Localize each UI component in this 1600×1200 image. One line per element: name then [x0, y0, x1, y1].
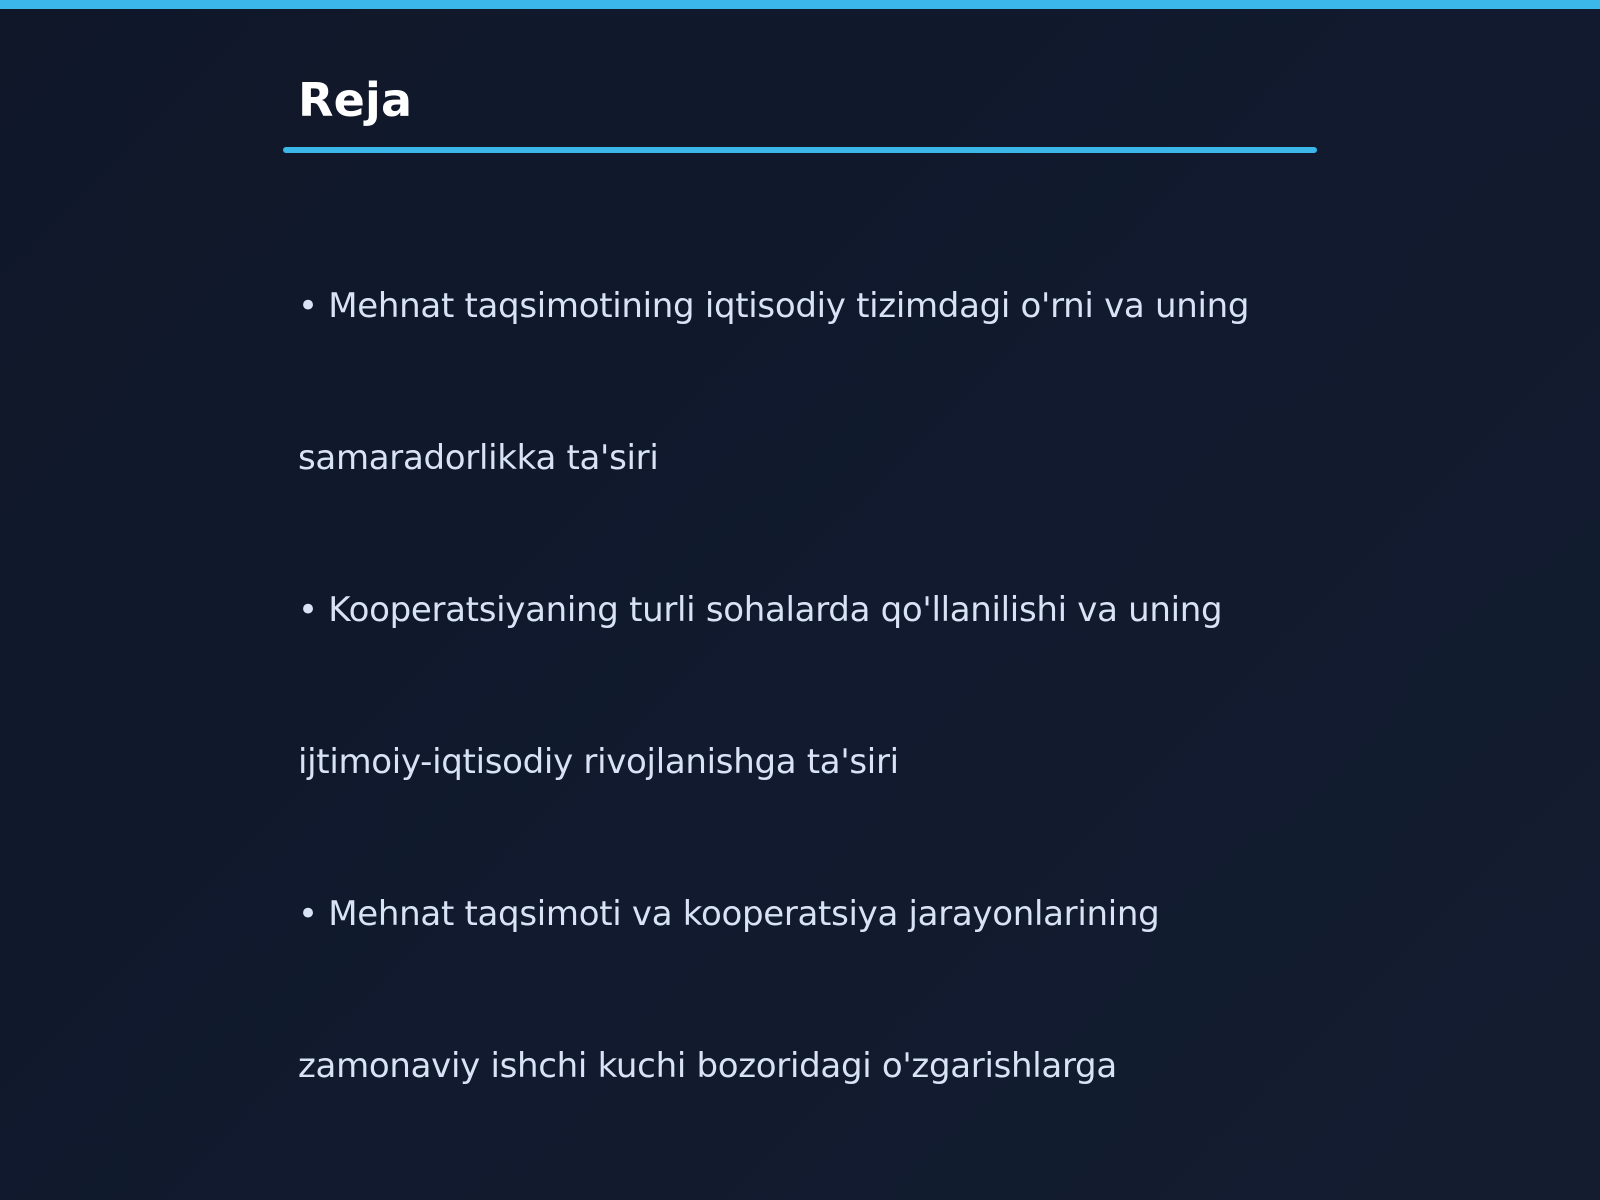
plan-line: zamonaviy ishchi kuchi bozoridagi o'zgarishlarga	[298, 1046, 1117, 1086]
title-underline	[283, 147, 1317, 153]
slide-title: Reja	[298, 73, 413, 127]
plan-line: ijtimoiy-iqtisodiy rivojlanishga ta'siri	[298, 742, 899, 782]
plan-line: • Mehnat taqsimoti va kooperatsiya jarayonlarining	[298, 894, 1160, 934]
plan-line: • Mehnat taqsimotining iqtisodiy tizimdagi o'rni va uning	[298, 286, 1250, 326]
top-accent-bar	[0, 0, 1600, 9]
plan-line: • Kooperatsiyaning turli sohalarda qo'llanilishi va uning	[298, 590, 1223, 630]
plan-list	[298, 268, 1308, 1180]
plan-line: samaradorlikka ta'siri	[298, 438, 659, 478]
